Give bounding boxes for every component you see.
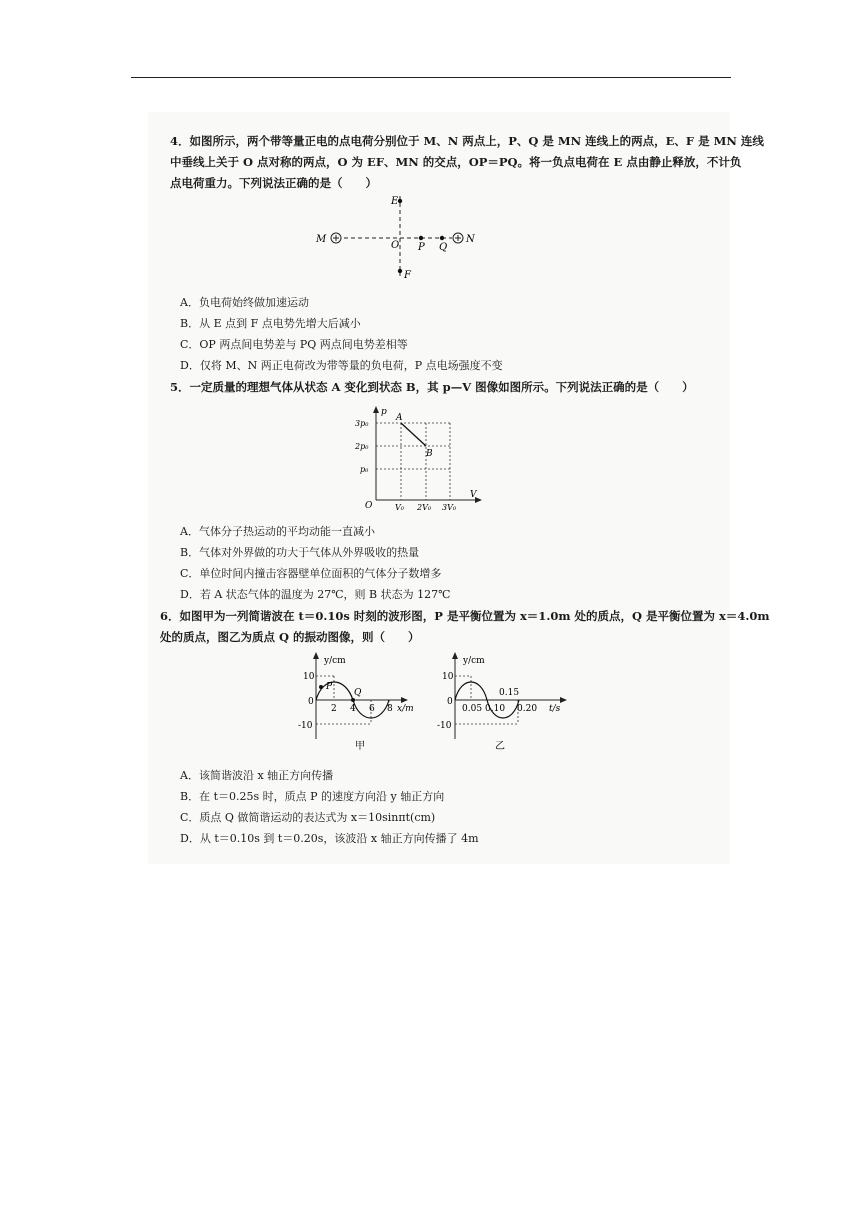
pv-ytick-3p0: 3p₀ (355, 419, 369, 428)
pv-point-b: B (426, 449, 433, 459)
label-M: M (316, 234, 327, 245)
jia-caption: 甲 (355, 741, 365, 752)
q4-stem-line-2: 中垂线上关于 O 点对称的两点，O 为 EF、MN 的交点，OP＝PQ。将一负点电荷在 E 点由静止释放，不计负 (170, 155, 742, 169)
pv-origin: O (365, 501, 373, 511)
q4-option-c: C．OP 两点间电势差与 PQ 两点间电势差相等 (180, 338, 408, 351)
label-E: E (391, 196, 399, 207)
q5-option-b: B．气体对外界做的功大于气体从外界吸收的热量 (180, 546, 420, 559)
label-P: P (418, 242, 425, 253)
q4-option-b: B．从 E 点到 F 点电势先增大后减小 (180, 317, 361, 330)
q5-option-d: D．若 A 状态气体的温度为 27℃，则 B 状态为 127℃ (180, 588, 451, 601)
header-rule (131, 77, 731, 78)
yi-xtick-015: 0.15 (499, 688, 520, 698)
q4-stem-line-3: 点电荷重力。下列说法正确的是（ ） (170, 176, 377, 190)
q4-option-a: A．负电荷始终做加速运动 (180, 296, 309, 309)
q6-option-a: A．该简谐波沿 x 轴正方向传播 (180, 769, 334, 782)
q6-option-d: D．从 t＝0.10s 到 t＝0.20s，该波沿 x 轴正方向传播了 4m (180, 832, 479, 845)
yi-ytick-neg10: -10 (437, 721, 452, 731)
jia-ylabel: y/cm (324, 656, 346, 666)
yi-origin: 0 (447, 697, 453, 707)
q5-pv-graph (350, 404, 490, 512)
jia-xtick-2: 2 (331, 704, 337, 714)
jia-label-p: P (326, 682, 333, 692)
q6-stem-line-1: 6．如图甲为一列简谐波在 t＝0.10s 时刻的波形图，P 是平衡位置为 x＝1.0m 处的质点，Q 是平衡位置为 x＝4.0m (160, 609, 770, 623)
yi-ylabel: y/cm (463, 656, 485, 666)
pv-point-a: A (396, 413, 403, 423)
pv-xlabel: V (470, 490, 477, 500)
q4-charge-figure (300, 190, 500, 285)
jia-origin: 0 (308, 697, 314, 707)
pv-xtick-v0: V₀ (395, 503, 404, 512)
pv-ytick-p0: p₀ (360, 465, 369, 474)
yi-ytick-10: 10 (442, 672, 454, 682)
jia-ytick-neg10: -10 (298, 721, 313, 731)
yi-xtick-010: 0.10 (485, 704, 506, 714)
yi-xlabel: t/s (549, 704, 561, 714)
q6-wave-graph-jia (296, 651, 426, 753)
jia-label-q: Q (354, 688, 362, 698)
jia-xtick-4: 4 (350, 704, 356, 714)
label-Q: Q (439, 242, 448, 253)
q5-option-c: C．单位时间内撞击容器壁单位面积的气体分子数增多 (180, 567, 442, 580)
q6-option-c: C．质点 Q 做简谐运动的表达式为 x＝10sinπt(cm) (180, 811, 436, 824)
q6-vibration-graph-yi (435, 651, 575, 753)
q4-option-d: D．仅将 M、N 两正电荷改为带等量的负电荷，P 点电场强度不变 (180, 359, 503, 372)
pv-xtick-2v0: 2V₀ (417, 503, 432, 512)
pv-ylabel: p (381, 407, 387, 417)
pv-ytick-2p0: 2p₀ (355, 442, 369, 451)
jia-xlabel: x/m (397, 704, 414, 714)
yi-xtick-020: 0.20 (517, 704, 538, 714)
jia-xtick-8: 8 (387, 704, 393, 714)
q4-stem-line-1: 4．如图所示，两个带等量正电的点电荷分别位于 M、N 两点上，P、Q 是 MN 连线上的两点，E、F 是 MN 连线 (170, 134, 764, 148)
jia-xtick-6: 6 (369, 704, 375, 714)
yi-caption: 乙 (495, 741, 505, 752)
q5-stem-line-1: 5．一定质量的理想气体从状态 A 变化到状态 B，其 p—V 图像如图所示。下列说法正确的是（ ） (170, 380, 694, 394)
label-N: N (466, 234, 475, 245)
q5-option-a: A．气体分子热运动的平均动能一直减小 (180, 525, 375, 538)
yi-xtick-005: 0.05 (462, 704, 483, 714)
pv-xtick-3v0: 3V₀ (442, 503, 457, 512)
label-O: O (391, 240, 400, 251)
label-F: F (404, 270, 411, 281)
q6-option-b: B．在 t＝0.25s 时，质点 P 的速度方向沿 y 轴正方向 (180, 790, 445, 803)
q6-stem-line-2: 处的质点，图乙为质点 Q 的振动图像，则（ ） (160, 630, 420, 644)
jia-ytick-10: 10 (303, 672, 315, 682)
